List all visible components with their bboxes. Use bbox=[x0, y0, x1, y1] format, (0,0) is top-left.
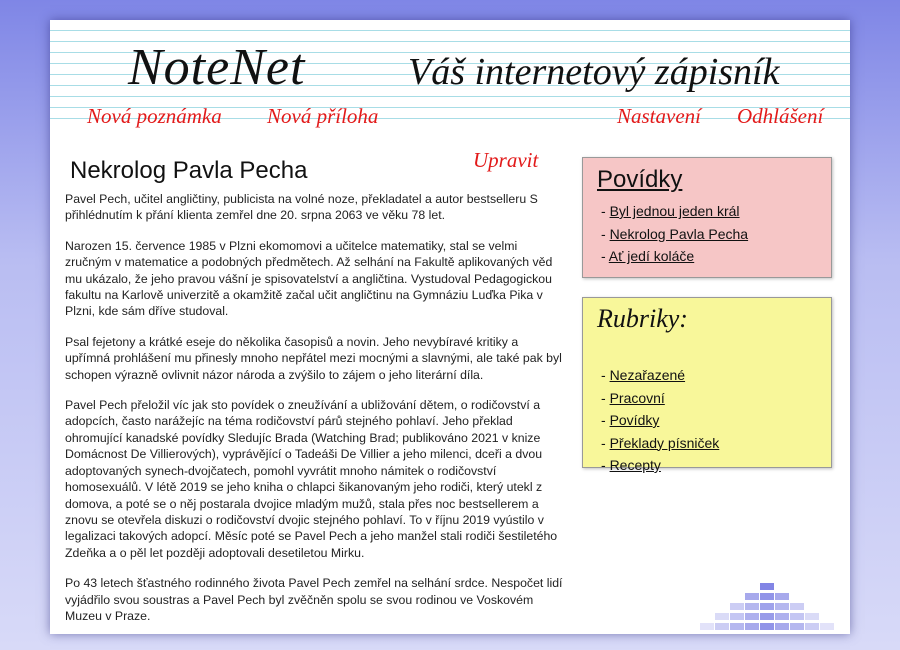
list-item: - Byl jednou jeden král bbox=[601, 203, 740, 219]
story-link[interactable]: Ať jedí koláče bbox=[608, 248, 695, 264]
logout-link[interactable]: Odhlášení bbox=[737, 104, 824, 128]
categories-heading: Rubriky: bbox=[597, 304, 688, 333]
category-link[interactable]: Pracovní bbox=[609, 389, 665, 406]
new-attachment-link[interactable]: Nová příloha bbox=[267, 104, 379, 128]
edit-link[interactable]: Upravit bbox=[473, 148, 539, 172]
stories-heading[interactable]: Povídky bbox=[597, 166, 683, 193]
list-item: - Překlady písniček bbox=[601, 434, 720, 451]
category-link[interactable]: Nezařazené bbox=[609, 367, 686, 383]
article-paragraph: Pavel Pech, učitel angličtiny, publicista na volné noze, překladatel a autor bestselleru S přihlédnutím k přání klienta zemřel dne 20. srpna 2063 ve věku 78 let. bbox=[65, 192, 538, 223]
list-item: - Pracovní bbox=[601, 389, 665, 406]
list-item: - Povídky bbox=[601, 412, 660, 428]
new-note-link[interactable]: Nová poznámka bbox=[87, 104, 222, 128]
article-title: Nekrolog Pavla Pecha bbox=[70, 157, 308, 184]
pixel-pyramid-decoration bbox=[50, 20, 850, 634]
notebook-page bbox=[50, 20, 850, 634]
story-link[interactable]: Byl jednou jeden král bbox=[609, 203, 740, 219]
category-link[interactable]: Povídky bbox=[609, 412, 660, 428]
story-link[interactable]: Nekrolog Pavla Pecha bbox=[609, 225, 749, 242]
article-paragraph: Pavel Pech přeložil víc jak sto povídek o zneužívání a ubližování dětem, o rodičovství a adopcích, často narážejíc na téma rodičovství párů stejného pohlaví. Jeho překlad ohromující kanadské povídky Sledujíc Brada (Watching Brad; publikováno 2021 v knize Domácnost De Villierových), vyprávějící o Tadeáši De Villier a jeho milenci, dceři a dvou adoptovaných synech-dvojčatech, pomohl vyvrátit mnoho námitek o rodičovství homosexuálů. V létě 2019 se jeho kniha o chlapci šikanovaným jeho rodiči, který utekl z domova, a poté se o něj postarala dvojice mladým mužů, stala přes noc bestsellerem a znovu se otevřela diskuzi o rodičovství dvojic stejného pohlaví. To v říjnu 2019 vyústilo v legalizaci takových adopcí. Měsíc poté se Pavel Pech a jeho manžel stali rodiči šestiletého Zdeňka a o pěl let později adoptovali desetiletou Mirku. bbox=[65, 398, 558, 560]
list-item: - Recepty bbox=[601, 457, 661, 473]
list-item: - Ať jedí koláče bbox=[601, 248, 695, 264]
site-tagline: Váš internetový zápisník bbox=[408, 51, 780, 93]
article-paragraph: Narozen 15. července 1985 v Plzni ekomomovi a učitelce matematiky, stal se velmi zručným v matematice a podobných předmětech. Až selhání na Fakultě aplikovaných věd mu ukázalo, že jeho pravou vášní je spisovatelství a angličtina. Vystudoval Pedagogickou fakultu na Karlově univerzitě a okamžitě začal učit angličtinu na Gymnáziu Luďka Pika v Plzni, kde sám dříve studoval. bbox=[65, 238, 553, 319]
site-logo[interactable]: NoteNet bbox=[128, 39, 306, 96]
list-item: - Nekrolog Pavla Pecha bbox=[601, 225, 749, 242]
category-link[interactable]: Recepty bbox=[609, 457, 661, 473]
settings-link[interactable]: Nastavení bbox=[617, 104, 701, 128]
category-link[interactable]: Překlady písniček bbox=[609, 434, 720, 451]
list-item: - Nezařazené bbox=[601, 367, 686, 383]
article-paragraph: Psal fejetony a krátké eseje do několika časopisů a novin. Jeho nevybíravé kritiky a upřímná prohlášení mu přinesly mnoho nepřátel mezi mocnými a slavnými, ale také pak byl schopen výrazně ovlivnit názor národa a zvýšilo to zájem o jeho literární díla. bbox=[65, 334, 562, 382]
article-paragraph: Po 43 letech šťastného rodinného života Pavel Pech zemřel na selhání srdce. Nespočet lidí vyjádřilo svou soustras a Pavel Pech byl zvěčněn spolu se svou rodinou ve Voskovém Muzeu v Praze. bbox=[65, 576, 563, 623]
